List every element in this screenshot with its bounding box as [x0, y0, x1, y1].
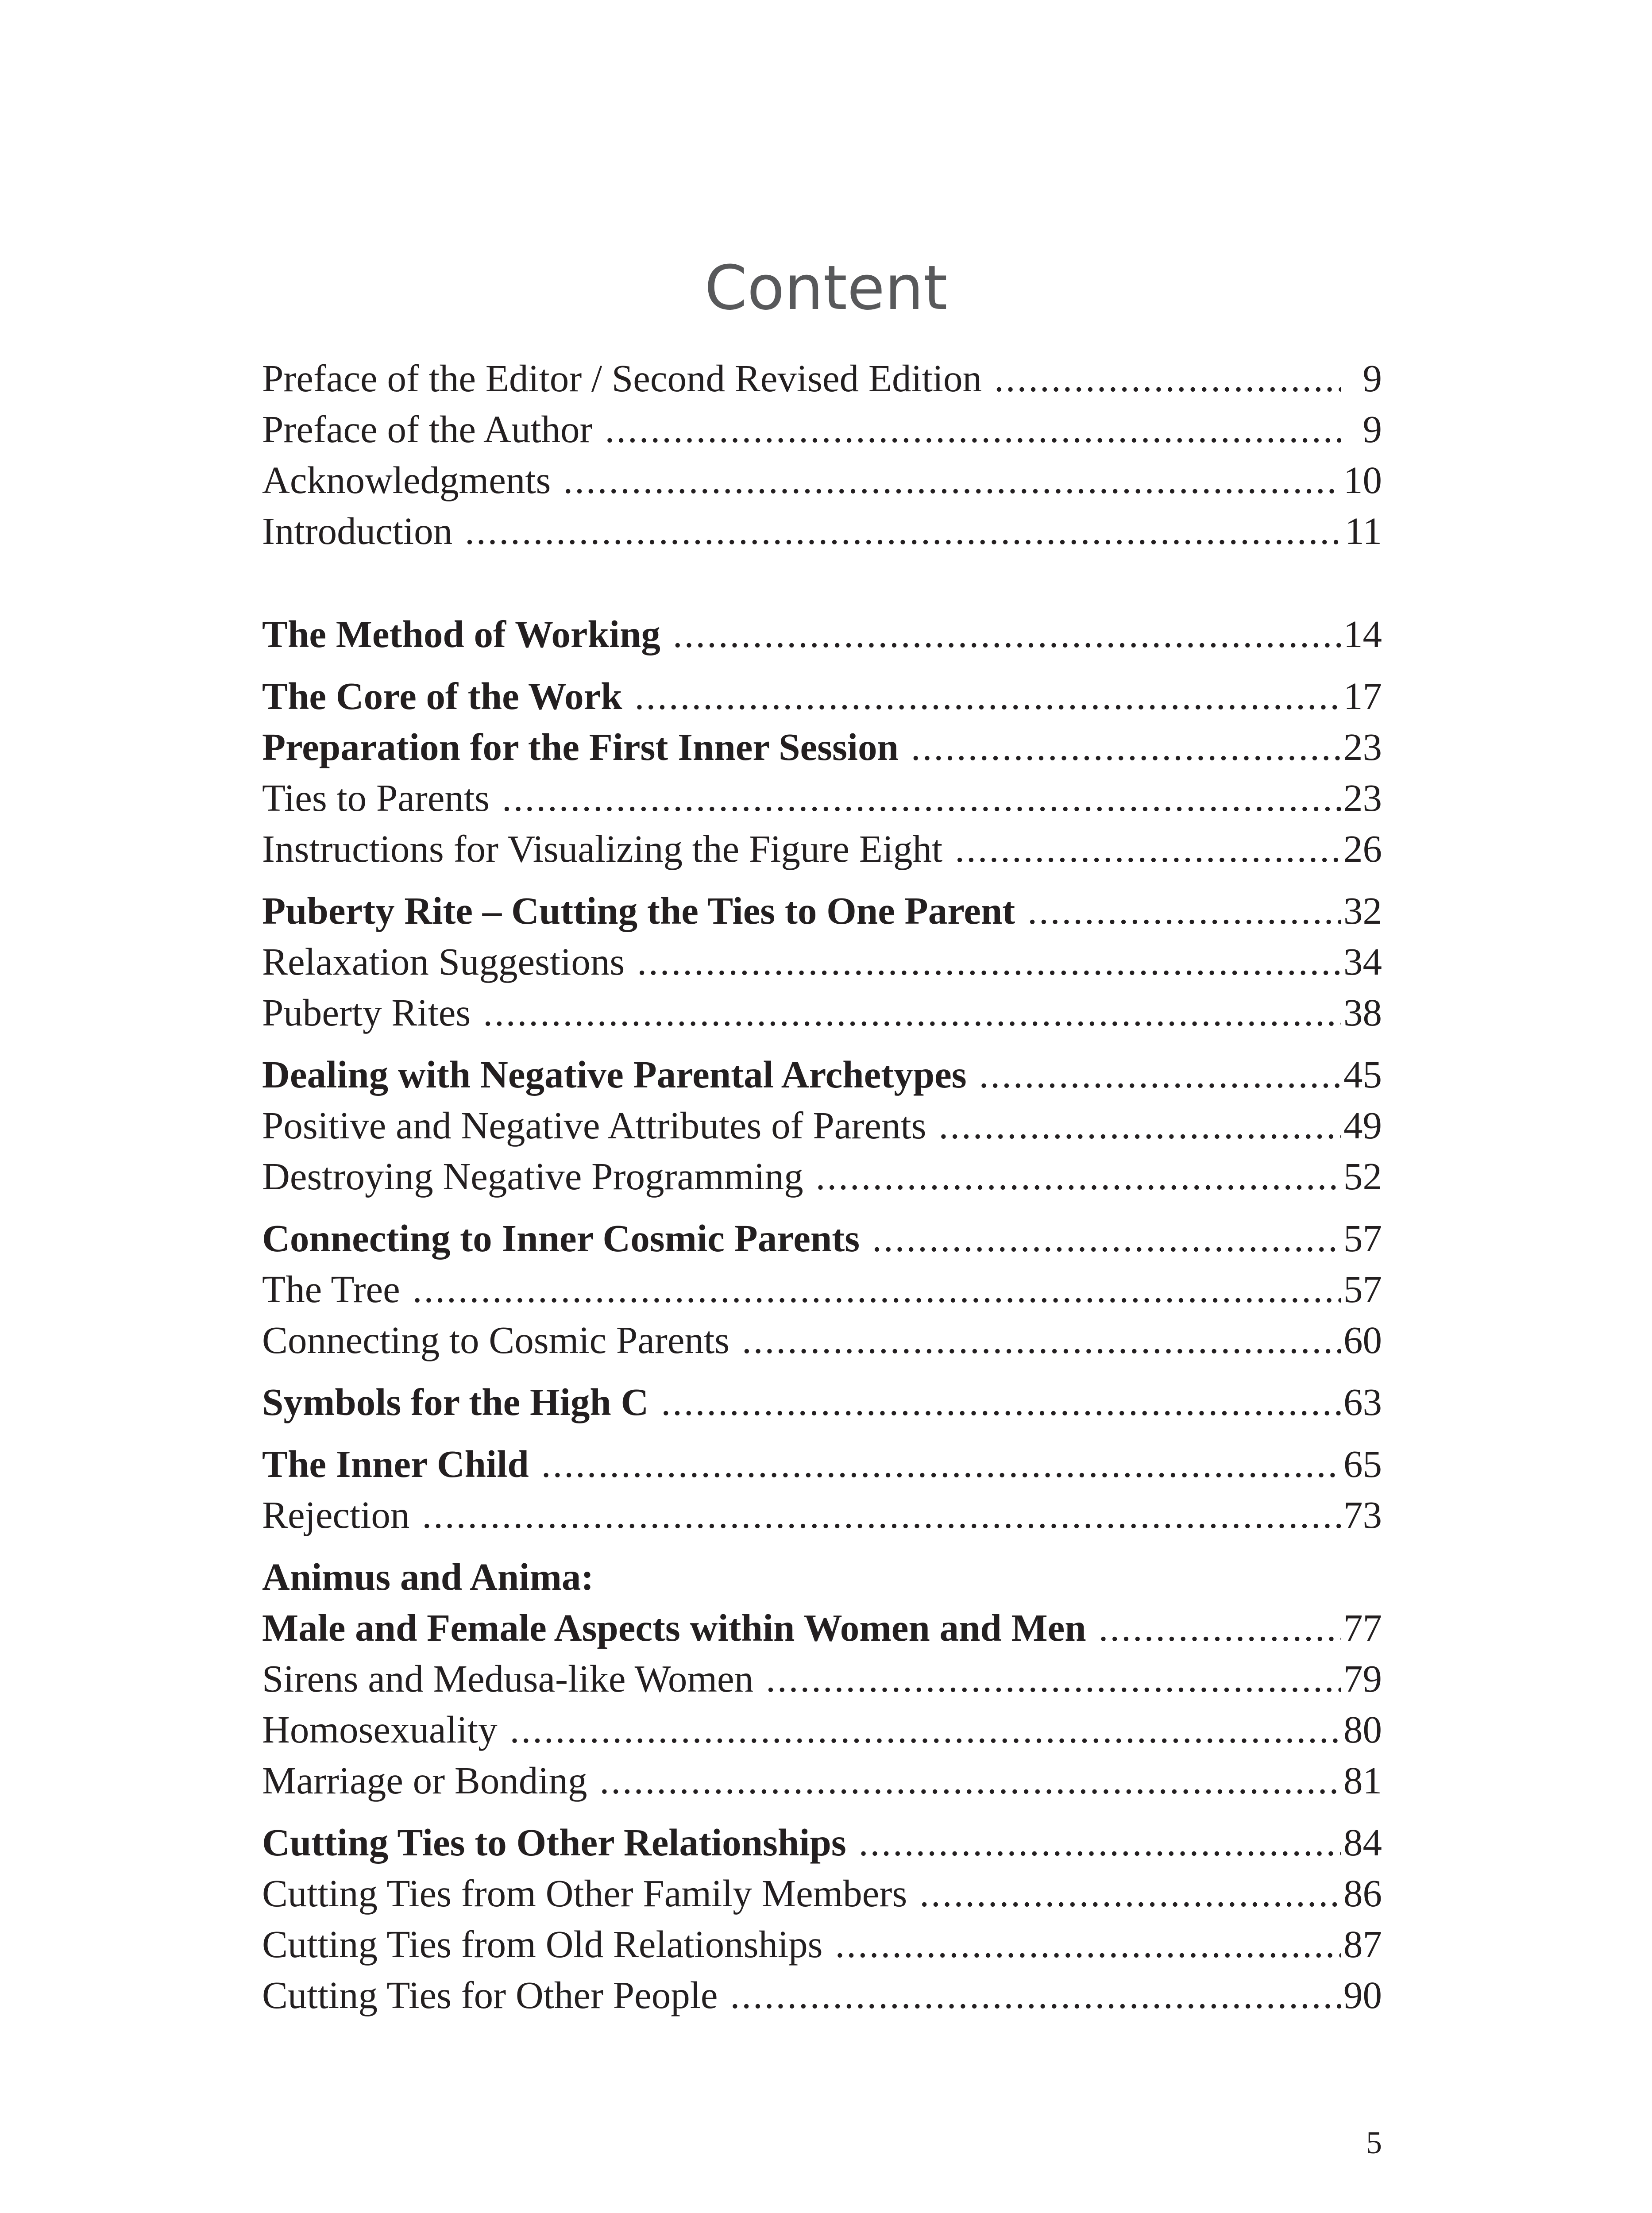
toc-dot-leader — [483, 988, 1341, 1037]
toc-entry-page: 10 — [1343, 459, 1382, 501]
toc-dot-leader — [502, 774, 1341, 822]
toc-entry — [262, 1756, 1382, 1805]
toc-entry-title: Puberty Rite – Cutting the Ties to One Parent — [262, 889, 1015, 932]
toc-entry-title: Symbols for the High C — [262, 1380, 649, 1423]
toc-entry-title: Ties to Parents — [262, 776, 490, 819]
toc-entry-page: 80 — [1343, 1708, 1382, 1751]
toc-entry — [262, 456, 1382, 505]
toc-dot-leader — [600, 1756, 1342, 1805]
toc-dot-leader — [730, 1971, 1341, 2020]
toc-entry — [262, 405, 1382, 454]
toc-dot-leader — [605, 405, 1341, 454]
toc-entry-title: Instructions for Visualizing the Figure Eight — [262, 827, 943, 870]
toc-entry-page: 57 — [1343, 1217, 1382, 1260]
toc-entry — [262, 1101, 1382, 1150]
toc-dot-leader — [919, 1869, 1341, 1918]
toc-entry-title: Destroying Negative Programming — [262, 1155, 803, 1198]
toc-entry-page: 86 — [1343, 1872, 1382, 1915]
toc-entry — [262, 1491, 1382, 1539]
toc-entry — [262, 1265, 1382, 1314]
toc-entry-title: The Tree — [262, 1268, 400, 1311]
toc-entry-page: 81 — [1343, 1759, 1382, 1802]
toc-entry-page: 77 — [1343, 1606, 1382, 1649]
toc-dot-leader — [911, 723, 1341, 771]
toc-entry — [262, 1869, 1382, 1918]
toc-entry-page: 52 — [1343, 1155, 1382, 1198]
toc-dot-leader — [1027, 887, 1341, 935]
toc-entry-page: 34 — [1343, 940, 1382, 983]
toc-entry-page: 90 — [1343, 1974, 1382, 2016]
toc-entry-page: 26 — [1343, 827, 1382, 870]
toc-entry-title: Connecting to Cosmic Parents — [262, 1319, 730, 1361]
toc-entry — [262, 1152, 1382, 1201]
toc-entry-title: Introduction — [262, 509, 453, 552]
toc-entry-page: 84 — [1343, 1821, 1382, 1864]
toc-dot-leader — [510, 1705, 1341, 1754]
toc-entry — [262, 1705, 1382, 1754]
toc-dot-leader — [859, 1818, 1341, 1867]
toc-dot-leader — [979, 1050, 1341, 1099]
toc-entry — [262, 937, 1382, 986]
toc-entry-page: 60 — [1343, 1319, 1382, 1361]
toc-entry — [262, 1920, 1382, 1969]
toc-dot-leader — [422, 1491, 1341, 1539]
toc-entry-title: Acknowledgments — [262, 459, 551, 501]
toc-entry — [262, 672, 1382, 721]
toc-entry-title: Cutting Ties to Other Relationships — [262, 1821, 846, 1864]
toc-entry-page: 14 — [1343, 613, 1382, 655]
toc-entry-page: 17 — [1343, 675, 1382, 717]
toc-entry-title: Sirens and Medusa-like Women — [262, 1657, 754, 1700]
toc-entry — [262, 1316, 1382, 1365]
toc-dot-leader — [939, 1101, 1342, 1150]
toc-dot-leader — [637, 937, 1341, 986]
toc-entry-page: 9 — [1363, 357, 1382, 400]
toc-entry-title: Cutting Ties from Other Family Members — [262, 1872, 907, 1915]
toc-entry — [262, 825, 1382, 873]
toc-entry — [262, 354, 1382, 403]
toc-entry-title: Homosexuality — [262, 1708, 498, 1751]
toc-entry-title: Relaxation Suggestions — [262, 940, 625, 983]
toc-dot-leader — [541, 1440, 1341, 1488]
toc-entry-title: Preface of the Editor / Second Revised Edition — [262, 357, 982, 400]
toc-dot-leader — [766, 1654, 1341, 1703]
toc-entry-title: Cutting Ties from Old Relationships — [262, 1923, 823, 1966]
page-title: Content — [704, 252, 948, 324]
toc-entry-page: 9 — [1363, 408, 1382, 451]
toc-entry-title: Animus and Anima: — [262, 1555, 594, 1598]
toc-entry — [262, 1553, 1382, 1601]
toc-entry-page: 11 — [1345, 509, 1382, 552]
toc-entry-page: 23 — [1343, 776, 1382, 819]
toc-entry-title: Connecting to Inner Cosmic Parents — [262, 1217, 860, 1260]
page-number: 5 — [1366, 2125, 1382, 2160]
toc-entry — [262, 1818, 1382, 1867]
toc-dot-leader — [1099, 1604, 1341, 1652]
toc-entry — [262, 988, 1382, 1037]
toc-dot-leader — [742, 1316, 1341, 1365]
toc-entry-title: Marriage or Bonding — [262, 1759, 587, 1802]
toc-entry-title: The Core of the Work — [262, 675, 622, 717]
toc-dot-leader — [413, 1265, 1341, 1314]
toc-entry-page: 49 — [1343, 1104, 1382, 1147]
toc-dot-leader — [635, 672, 1341, 721]
toc-entry-title: Dealing with Negative Parental Archetypes — [262, 1053, 967, 1096]
toc-dot-leader — [661, 1378, 1341, 1426]
toc-dot-leader — [465, 507, 1341, 555]
toc-entry-page: 79 — [1343, 1657, 1382, 1700]
toc-entry-page: 23 — [1343, 725, 1382, 768]
toc-entry-title: Preparation for the First Inner Session — [262, 725, 899, 768]
toc-dot-leader — [673, 610, 1341, 659]
toc-dot-leader — [816, 1152, 1341, 1201]
toc-entry-page: 32 — [1343, 889, 1382, 932]
toc-entry-title: The Inner Child — [262, 1442, 529, 1485]
toc-entry-page: 38 — [1343, 991, 1382, 1034]
toc-entry-title: Puberty Rites — [262, 991, 471, 1034]
toc-entry-title: Preface of the Author — [262, 408, 593, 451]
toc-entry — [262, 1050, 1382, 1099]
toc-entry-title: Male and Female Aspects within Women and Men — [262, 1606, 1086, 1649]
toc-entry-page: 57 — [1343, 1268, 1382, 1311]
toc-entry-page: 73 — [1343, 1493, 1382, 1536]
toc-entry-page: 63 — [1343, 1380, 1382, 1423]
toc-dot-leader — [563, 456, 1341, 505]
toc-entry-title: Positive and Negative Attributes of Parents — [262, 1104, 926, 1147]
toc-entry — [262, 1440, 1382, 1488]
toc-entry-title: Cutting Ties for Other People — [262, 1974, 718, 2016]
toc-dot-leader — [955, 825, 1341, 873]
toc-entry — [262, 1654, 1382, 1703]
toc-entry — [262, 1214, 1382, 1263]
toc-dot-leader — [835, 1920, 1341, 1969]
toc-entry — [262, 887, 1382, 935]
toc-entry — [262, 610, 1382, 659]
toc-entry — [262, 1971, 1382, 2020]
toc-entry-page: 45 — [1343, 1053, 1382, 1096]
toc-entry-title: Rejection — [262, 1493, 410, 1536]
toc-dot-leader — [994, 354, 1341, 403]
toc-dot-leader — [872, 1214, 1341, 1263]
toc-entry — [262, 723, 1382, 771]
toc-entry — [262, 1604, 1382, 1652]
toc-entry — [262, 774, 1382, 822]
toc-entry — [262, 507, 1382, 555]
toc-entry-page: 65 — [1343, 1442, 1382, 1485]
toc-entry-title: The Method of Working — [262, 613, 660, 655]
toc-entry-page: 87 — [1343, 1923, 1382, 1966]
toc-entry — [262, 1378, 1382, 1426]
